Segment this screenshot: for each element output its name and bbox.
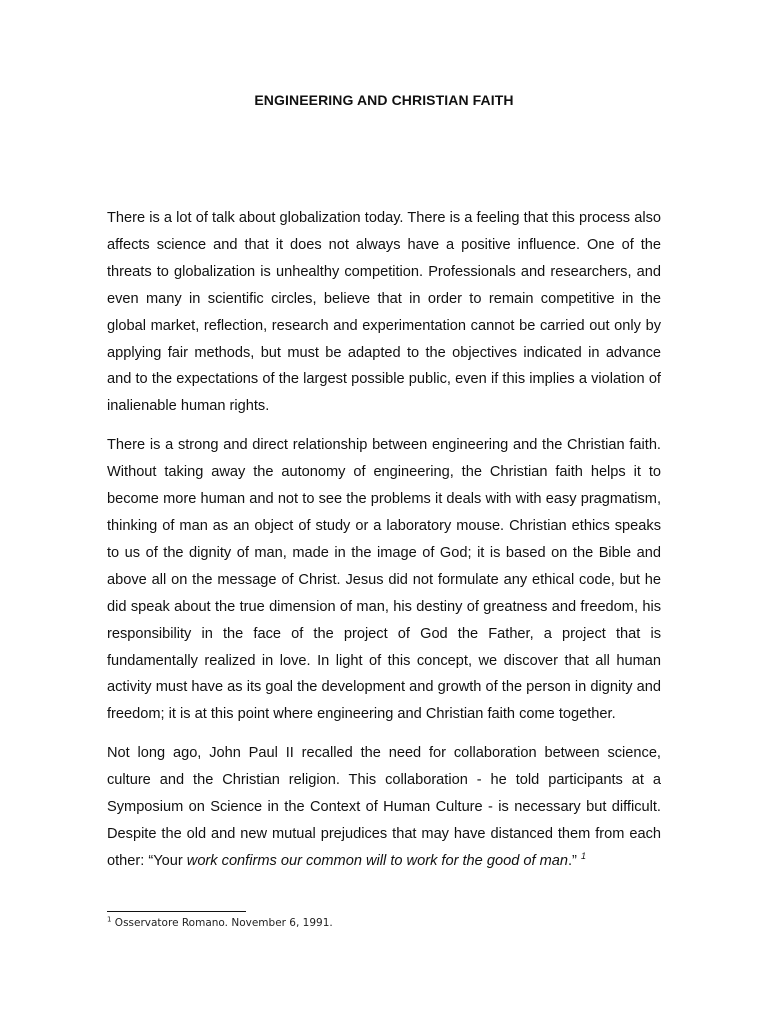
document-body	[107, 205, 661, 875]
footnote	[107, 917, 333, 929]
document-title: ENGINEERING AND CHRISTIAN FAITH	[254, 92, 514, 108]
paragraph-engineering-faith: There is a strong and direct relationship between engineering and the Christian faith. Without taking away the autonomy of engineering, the Christian faith helps it to become more human and not to see the problems it deals with with easy pragmatism, thinking of man as an object of study or a laboratory mouse. Christian ethics speaks to us of the dignity of man, made in the image of God; it is based on the Bible and above all on the message of Christ. Jesus did not formulate any ethical code, but he did speak about the true dimension of man, his destiny of greatness and freedom, his responsibility in the face of the project of God the Father, a project that is fundamentally realized in love. In light of this concept, we discover that all human activity must have as its goal the development and growth of the person in dignity and freedom; it is at this point where engineering and Christian faith come together.	[107, 437, 661, 723]
paragraph-john-paul-lead: Not long ago, John Paul II recalled the need for collaboration between science, culture and the Christian religion. This collaboration - he told participants at a Symposium on Science in the Context of Human Culture - is necessary but difficult. Despite the old and new mutual prejudices that may have distanced them from each other: “Your	[107, 745, 661, 869]
paragraph-john-paul	[107, 740, 661, 875]
footnote-text: Osservatore Romano. November 6, 1991.	[111, 917, 333, 929]
paragraph-globalization: There is a lot of talk about globalization today. There is a feeling that this process also affects science and that it does not always have a positive influence. One of the threats to globalization is unhealthy competition. Professionals and researchers, and even many in scientific circles, believe that in order to remain competitive in the global market, reflection, research and experimentation cannot be carried out only by applying fair methods, but must be adapted to the objectives indicated in advance and to the expectations of the largest possible public, even if this implies a violation of inalienable human rights.	[107, 210, 661, 415]
quoted-text: work confirms our common will to work for the good of man	[186, 852, 568, 869]
footnote-separator	[107, 911, 246, 912]
footnote-reference[interactable]: 1	[580, 850, 586, 861]
paragraph-john-paul-tail: .”	[567, 852, 581, 869]
footnote-marker: 1	[107, 915, 112, 924]
